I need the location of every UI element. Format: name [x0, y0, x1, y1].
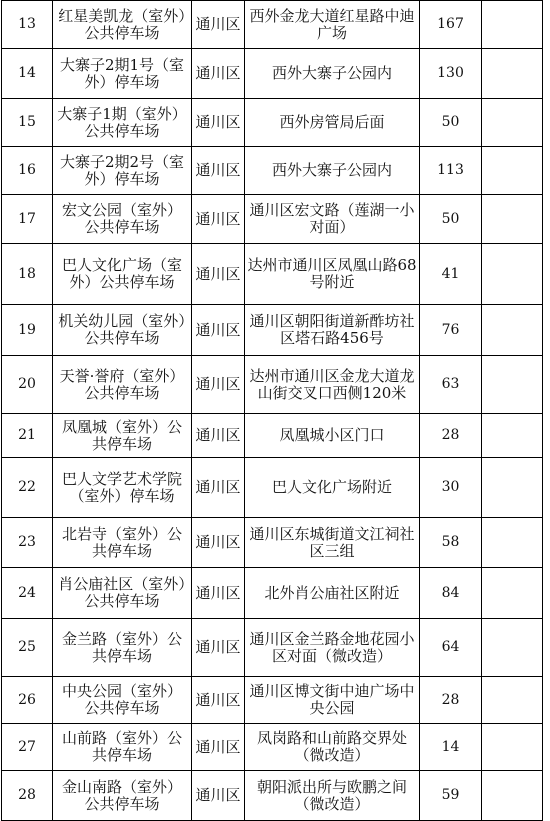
space-count: 14: [420, 724, 482, 771]
table-row: [2, 1, 543, 49]
space-count: 30: [420, 458, 482, 518]
row-number: 18: [2, 244, 53, 305]
row-number: 24: [2, 568, 53, 619]
space-count: 63: [420, 356, 482, 414]
row-number: 21: [2, 414, 53, 458]
table-row: [2, 244, 543, 305]
parking-lot-table: [1, 0, 543, 821]
row-number: 27: [2, 724, 53, 771]
row-number: 14: [2, 49, 53, 99]
location: 西外金龙大道红星路中迪广场: [245, 1, 420, 49]
empty-cell: [482, 771, 543, 821]
location: 通川区博文街中迪广场中央公园: [245, 677, 420, 724]
row-number: 15: [2, 99, 53, 147]
empty-cell: [482, 195, 543, 244]
row-number: 16: [2, 147, 53, 195]
table-row: [2, 518, 543, 568]
space-count: 58: [420, 518, 482, 568]
district: 通川区: [192, 305, 245, 356]
parking-lot-name: 金兰路（室外）公共停车场: [53, 619, 192, 677]
parking-lot-name: 中央公园（室外）公共停车场: [53, 677, 192, 724]
empty-cell: [482, 677, 543, 724]
space-count: 130: [420, 49, 482, 99]
table-row: [2, 49, 543, 99]
location: 达州市通川区凤凰山路68号附近: [245, 244, 420, 305]
district: 通川区: [192, 1, 245, 49]
table-row: [2, 568, 543, 619]
location: 北外肖公庙社区附近: [245, 568, 420, 619]
parking-lot-name: 红星美凯龙（室外）公共停车场: [53, 1, 192, 49]
table-body: [2, 1, 543, 821]
space-count: 28: [420, 677, 482, 724]
location: 西外房管局后面: [245, 99, 420, 147]
district: 通川区: [192, 195, 245, 244]
empty-cell: [482, 244, 543, 305]
district: 通川区: [192, 619, 245, 677]
parking-lot-name: 大寨子2期1号（室外）停车场: [53, 49, 192, 99]
district: 通川区: [192, 147, 245, 195]
space-count: 41: [420, 244, 482, 305]
table-row: [2, 99, 543, 147]
row-number: 13: [2, 1, 53, 49]
district: 通川区: [192, 724, 245, 771]
table-row: [2, 195, 543, 244]
location: 通川区朝阳街道新酢坊社区塔石路456号: [245, 305, 420, 356]
parking-lot-name: 大寨子2期2号（室外）停车场: [53, 147, 192, 195]
empty-cell: [482, 619, 543, 677]
space-count: 64: [420, 619, 482, 677]
table-row: [2, 619, 543, 677]
row-number: 22: [2, 458, 53, 518]
table-row: [2, 724, 543, 771]
parking-lot-name: 天誉·誉府（室外）公共停车场: [53, 356, 192, 414]
space-count: 167: [420, 1, 482, 49]
location: 凤岗路和山前路交界处（微改造）: [245, 724, 420, 771]
parking-lot-name: 金山南路（室外）公共停车场: [53, 771, 192, 821]
table-row: [2, 458, 543, 518]
parking-lot-name: 宏文公园（室外）公共停车场: [53, 195, 192, 244]
row-number: 28: [2, 771, 53, 821]
space-count: 50: [420, 99, 482, 147]
parking-lot-name: 山前路（室外）公共停车场: [53, 724, 192, 771]
district: 通川区: [192, 458, 245, 518]
location: 通川区宏文路（莲湖一小对面）: [245, 195, 420, 244]
empty-cell: [482, 356, 543, 414]
space-count: 76: [420, 305, 482, 356]
location: 达州市通川区金龙大道龙山街交叉口西侧120米: [245, 356, 420, 414]
table-row: [2, 356, 543, 414]
row-number: 19: [2, 305, 53, 356]
row-number: 20: [2, 356, 53, 414]
table-row: [2, 414, 543, 458]
location: 西外大寨子公园内: [245, 49, 420, 99]
district: 通川区: [192, 356, 245, 414]
parking-lot-name: 肖公庙社区（室外）公共停车场: [53, 568, 192, 619]
parking-lot-name: 巴人文化广场（室外）公共停车场: [53, 244, 192, 305]
space-count: 28: [420, 414, 482, 458]
row-number: 17: [2, 195, 53, 244]
parking-lot-name: 机关幼儿园（室外）公共停车场: [53, 305, 192, 356]
district: 通川区: [192, 244, 245, 305]
row-number: 25: [2, 619, 53, 677]
table-row: [2, 305, 543, 356]
location: 通川区东城街道文江祠社区三组: [245, 518, 420, 568]
empty-cell: [482, 724, 543, 771]
district: 通川区: [192, 568, 245, 619]
table-row: [2, 677, 543, 724]
table-row: [2, 147, 543, 195]
location: 朝阳派出所与欧鹏之间（微改造）: [245, 771, 420, 821]
location: 凤凰城小区门口: [245, 414, 420, 458]
space-count: 59: [420, 771, 482, 821]
district: 通川区: [192, 49, 245, 99]
parking-lot-name: 巴人文学艺术学院（室外）停车场: [53, 458, 192, 518]
district: 通川区: [192, 414, 245, 458]
district: 通川区: [192, 99, 245, 147]
empty-cell: [482, 1, 543, 49]
empty-cell: [482, 518, 543, 568]
empty-cell: [482, 458, 543, 518]
empty-cell: [482, 305, 543, 356]
location: 西外大寨子公园内: [245, 147, 420, 195]
parking-lot-name: 大寨子1期（室外）公共停车场: [53, 99, 192, 147]
location: 巴人文化广场附近: [245, 458, 420, 518]
empty-cell: [482, 414, 543, 458]
empty-cell: [482, 568, 543, 619]
district: 通川区: [192, 518, 245, 568]
row-number: 23: [2, 518, 53, 568]
parking-lot-name: 凤凰城（室外）公共停车场: [53, 414, 192, 458]
district: 通川区: [192, 771, 245, 821]
empty-cell: [482, 147, 543, 195]
space-count: 50: [420, 195, 482, 244]
location: 通川区金兰路金地花园小区对面（微改造）: [245, 619, 420, 677]
parking-lot-name: 北岩寺（室外）公共停车场: [53, 518, 192, 568]
table-row: [2, 771, 543, 821]
district: 通川区: [192, 677, 245, 724]
space-count: 84: [420, 568, 482, 619]
empty-cell: [482, 99, 543, 147]
space-count: 113: [420, 147, 482, 195]
empty-cell: [482, 49, 543, 99]
row-number: 26: [2, 677, 53, 724]
